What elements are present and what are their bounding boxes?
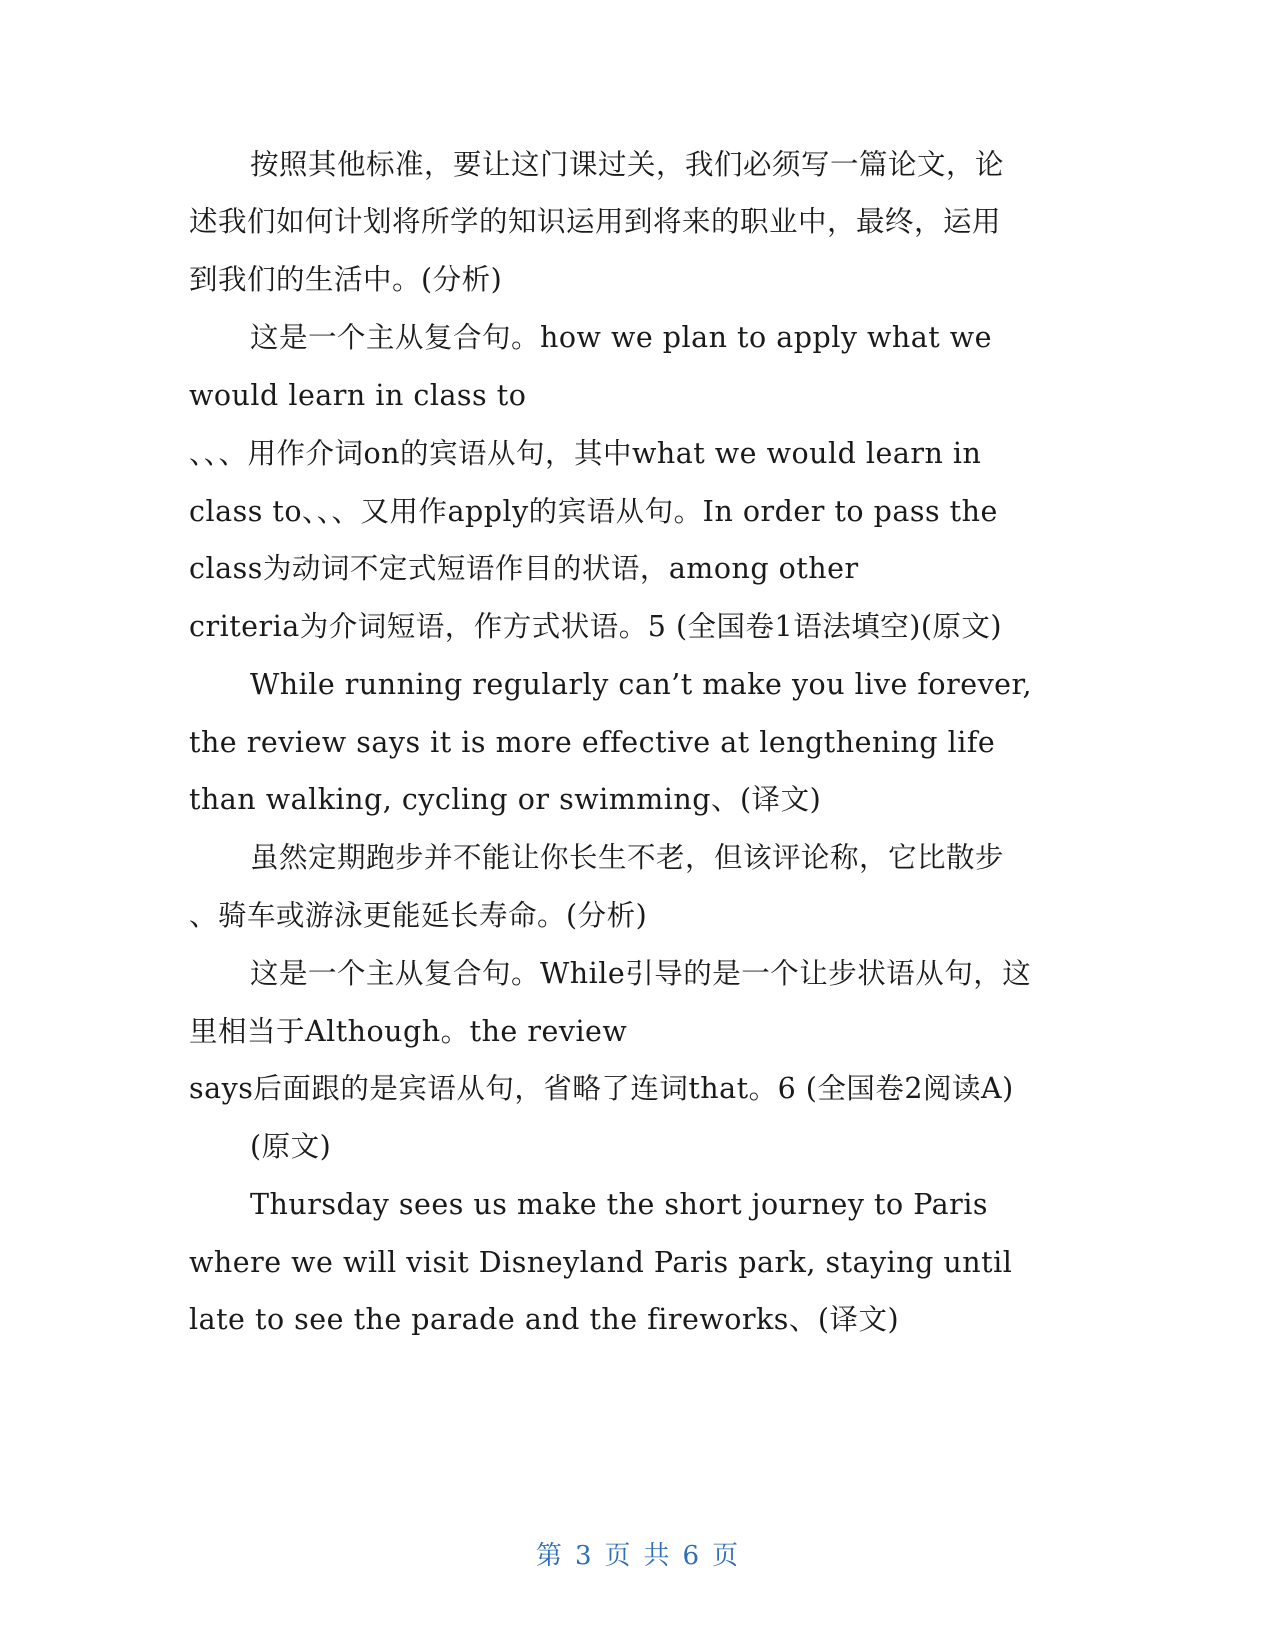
- text-line: 述我们如何计划将所学的知识运用到将来的职业中，最终，运用: [189, 205, 1002, 238]
- text-line: than walking, cycling or swimming、(译文): [189, 783, 822, 816]
- footer-total-prefix: 共: [643, 1541, 671, 1571]
- footer-prefix: 第: [535, 1541, 563, 1571]
- text-line: says后面跟的是宾语从句，省略了连词that。6 (全国卷2阅读A): [189, 1072, 1014, 1105]
- text-line: would learn in class to: [189, 379, 527, 412]
- text-line: 到我们的生活中。(分析): [189, 263, 503, 296]
- text-line: Thursday sees us make the short journey to Paris: [250, 1188, 988, 1221]
- text-line: criteria为介词短语，作方式状语。5 (全国卷1语法填空)(原文): [189, 610, 1003, 643]
- text-line: 、、、用作介词on的宾语从句，其中what we would learn in: [189, 437, 982, 470]
- total-pages-number: 6: [682, 1541, 701, 1571]
- text-line: the review says it is more effective at lengthening life: [189, 726, 996, 759]
- text-line: 这是一个主从复合句。While引导的是一个让步状语从句，这: [250, 957, 1032, 990]
- text-line: 虽然定期跑步并不能让你长生不老，但该评论称，它比散步: [250, 841, 1005, 874]
- footer-page-word: 页: [604, 1541, 632, 1571]
- text-line: class为动词不定式短语作目的状语，among other: [189, 552, 859, 585]
- page-footer: [0, 1538, 1275, 1574]
- text-line: where we will visit Disneyland Paris park, staying until: [189, 1246, 1013, 1279]
- text-line: 里相当于Although。the review: [189, 1015, 628, 1048]
- text-line: class to、、、又用作apply的宾语从句。In order to pass the: [189, 495, 998, 528]
- text-line: 这是一个主从复合句。how we plan to apply what we: [250, 321, 992, 354]
- text-line: 、骑车或游泳更能延长寿命。(分析): [189, 899, 648, 932]
- text-line: (原文): [250, 1130, 332, 1163]
- text-line: While running regularly can’t make you live forever,: [250, 668, 1033, 701]
- current-page-number: 3: [574, 1541, 593, 1571]
- text-line: 按照其他标准，要让这门课过关，我们必须写一篇论文，论: [250, 148, 1005, 181]
- footer-total-suffix: 页: [712, 1541, 740, 1571]
- text-line: late to see the parade and the fireworks、(译文): [189, 1303, 900, 1336]
